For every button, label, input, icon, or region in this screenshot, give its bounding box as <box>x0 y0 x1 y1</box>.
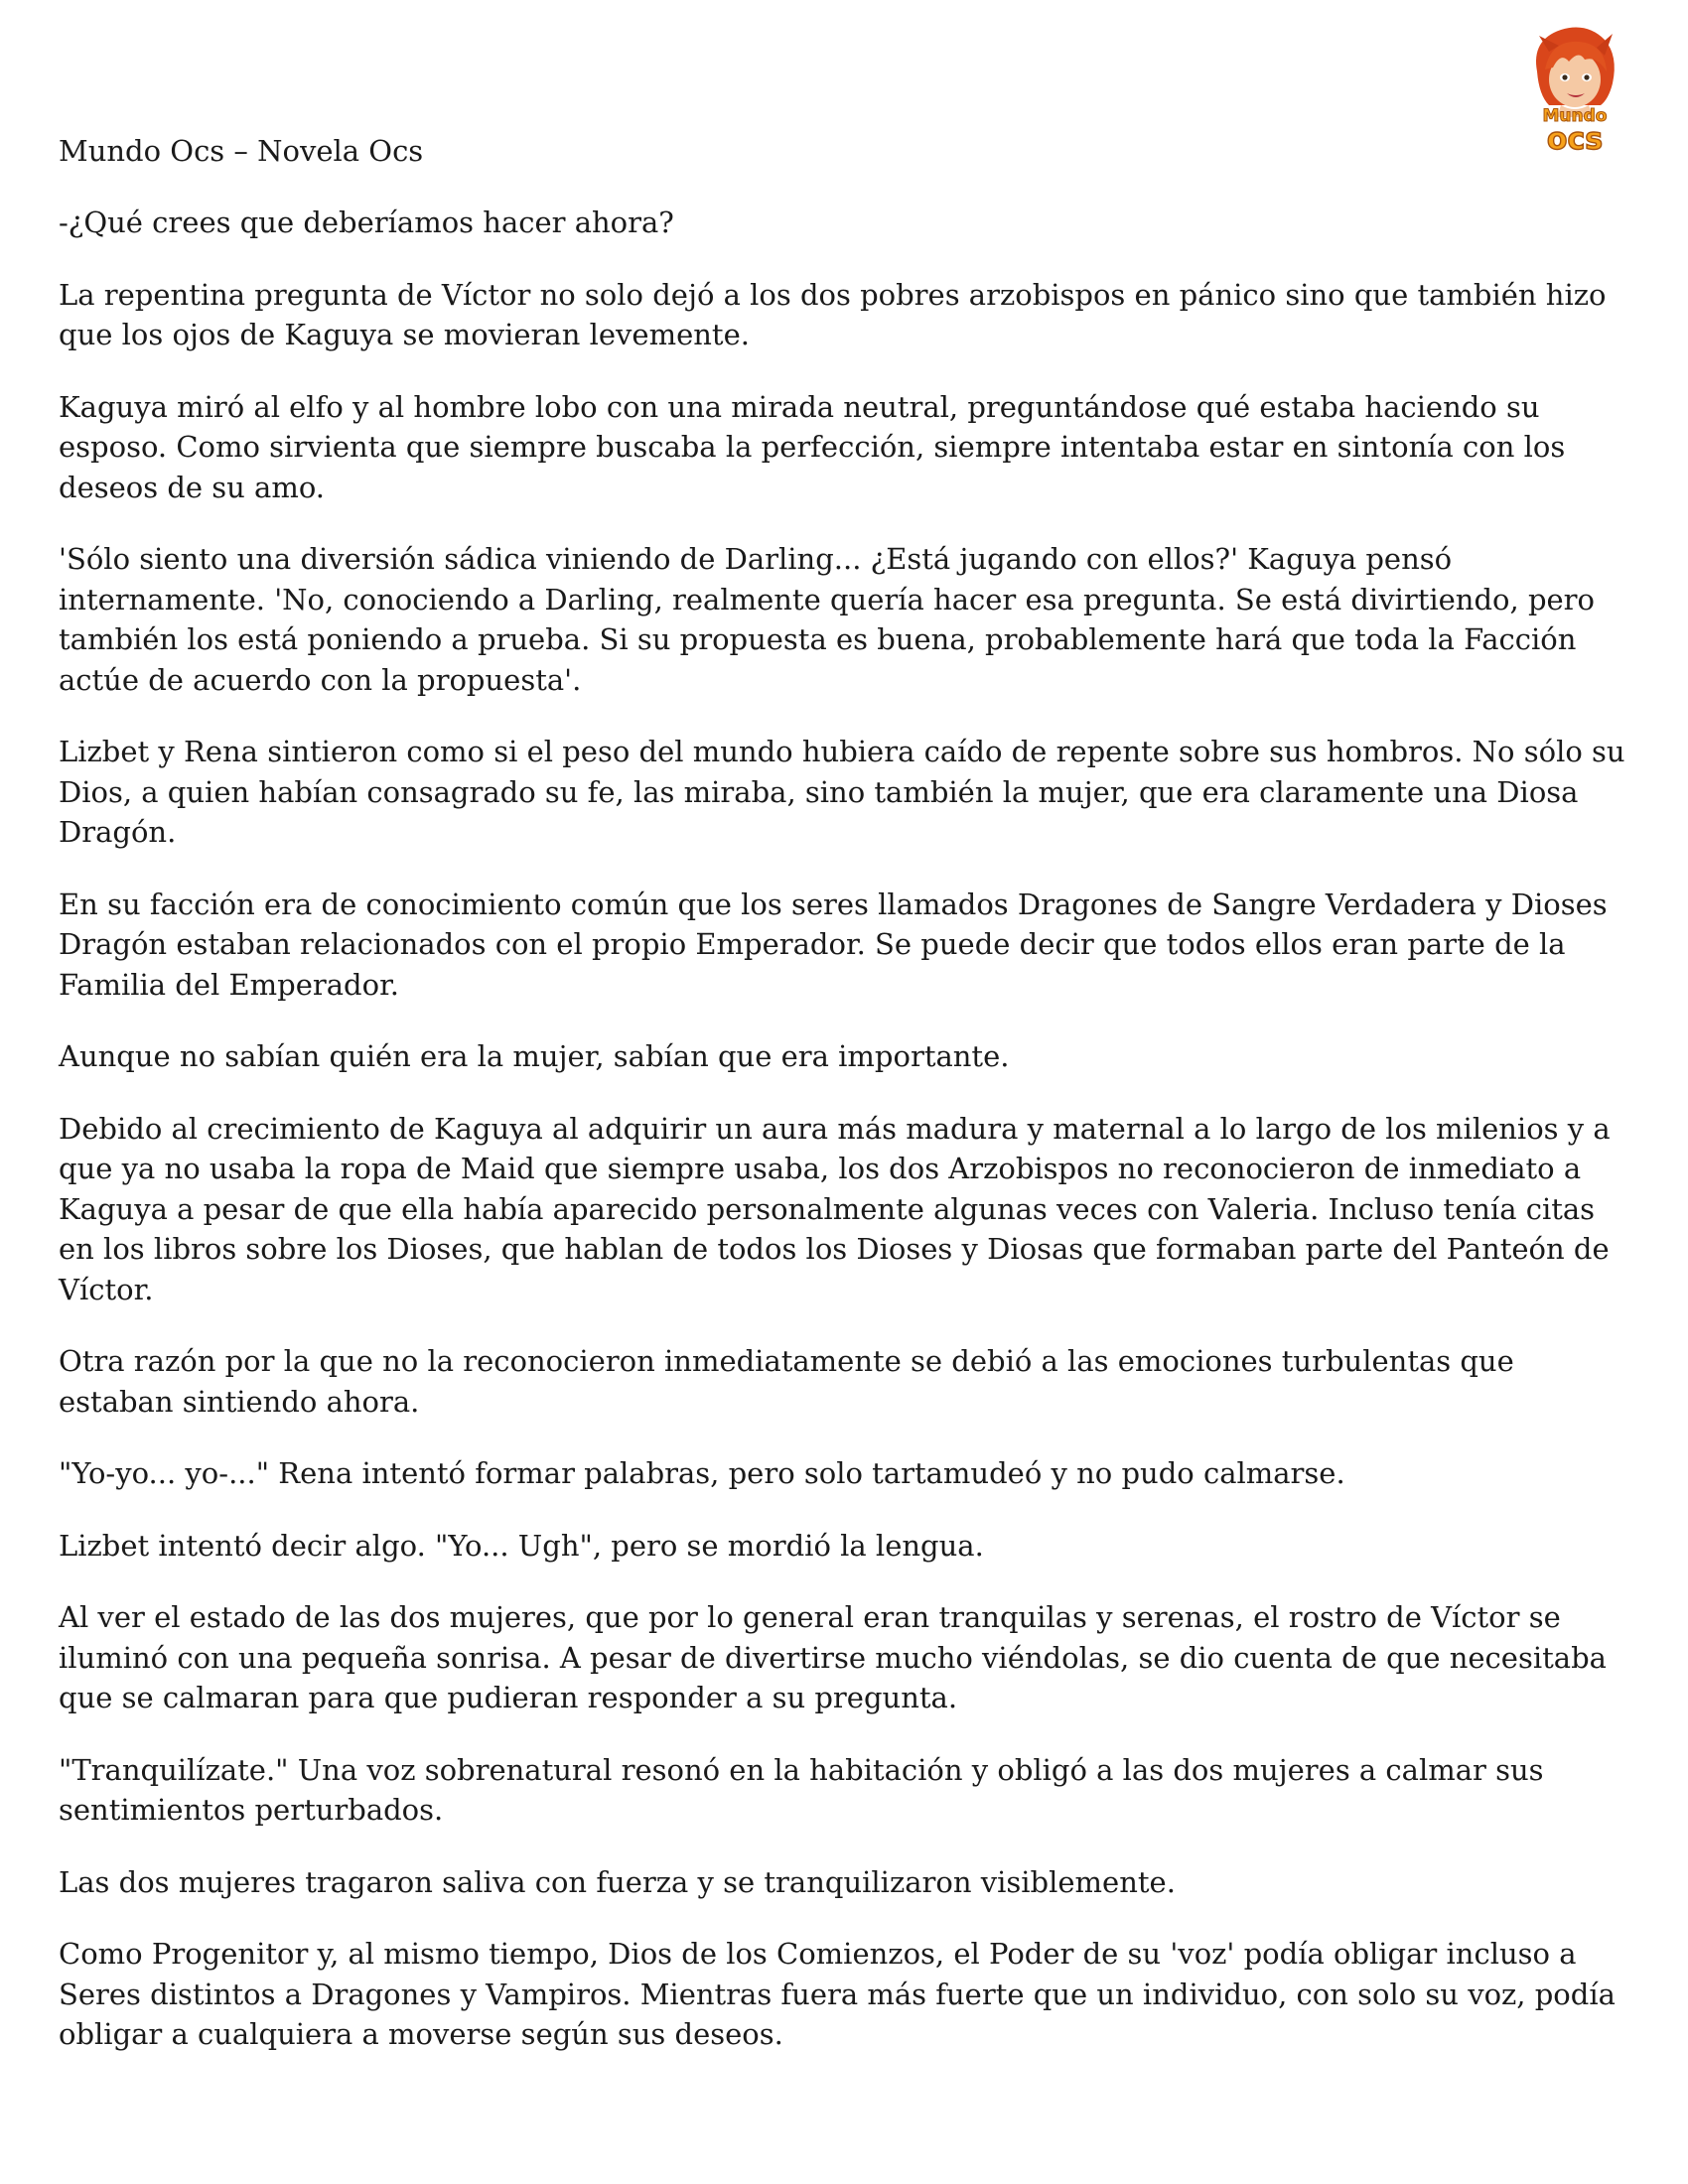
svg-text:ocs: ocs <box>1546 122 1604 153</box>
paragraph-15: Como Progenitor y, al mismo tiempo, Dios de los Comienzos, el Poder de su 'voz' podía obligar incluso a Seres distintos a Dragones y Vampiros. Mientras fuera más fuerte que un individuo, con solo su voz, podía obligar a cualquiera a moverse según sus deseos. <box>59 1937 1616 2051</box>
paragraph-11: Lizbet intentó decir algo. "Yo... Ugh", pero se mordió la lengua. <box>59 1528 984 1563</box>
paragraph-9: Otra razón por la que no la reconocieron inmediatamente se debió a las emociones turbulentas que estaban sintiendo ahora. <box>59 1344 1514 1419</box>
paragraph-2: La repentina pregunta de Víctor no solo dejó a los dos pobres arzobispos en pánico sino que también hizo que los ojos de Kaguya se movieran levemente. <box>59 277 1607 351</box>
paragraph-14: Las dos mujeres tragaron saliva con fuerza y se tranquilizaron visiblemente. <box>59 1864 1176 1899</box>
paragraph-1: -¿Qué crees que deberíamos hacer ahora? <box>59 205 674 239</box>
paragraph-12: Al ver el estado de las dos mujeres, que por lo general eran tranquilas y serenas, el rostro de Víctor se iluminó con una pequeña sonrisa. A pesar de divertirse mucho viéndolas, se dio cuenta de que necesitaba que se calmaran para que pudieran responder a su pregunta. <box>59 1600 1607 1714</box>
svg-text:Mundo: Mundo <box>1542 106 1608 126</box>
paragraph-7: Aunque no sabían quién era la mujer, sabían que era importante. <box>59 1039 1010 1073</box>
paragraph-3: Kaguya miró al elfo y al hombre lobo con una mirada neutral, preguntándose qué estaba haciendo su esposo. Como sirvienta que siempre buscaba la perfección, siempre intentaba estar en sintonía con los deseos de su amo. <box>59 389 1566 504</box>
document-header: Mundo Ocs – Novela Ocs <box>59 134 424 168</box>
paragraph-4: 'Sólo siento una diversión sádica viniendo de Darling... ¿Está jugando con ellos?' Kaguya pensó internamente. 'No, conociendo a Darling, realmente quería hacer esa pregunta. Se está divirtiendo, pero también los está poniendo a prueba. Si su propuesta es buena, probablemente hará que toda la Facción actúe de acuerdo con la propuesta'. <box>59 542 1595 697</box>
paragraph-10: "Yo-yo... yo-..." Rena intentó formar palabras, pero solo tartamudeó y no pudo calmarse. <box>59 1456 1345 1490</box>
paragraph-6: En su facción era de conocimiento común que los seres llamados Dragones de Sangre Verdadera y Dioses Dragón estaban relacionados con el propio Emperador. Se puede decir que todos ellos eran parte de la Familia del Emperador. <box>59 887 1608 1002</box>
paragraph-8: Debido al crecimiento de Kaguya al adquirir un aura más madura y maternal a lo largo de los milenios y a que ya no usaba la ropa de Maid que siempre usaba, los dos Arzobispos no reconocieron de inmediato a Kaguya a pesar de que ella había aparecido personalmente algunas veces con Valeria. Incluso tenía citas en los libros sobre los Dioses, que hablan de todos los Dioses y Diosas que formaban parte del Panteón de Víctor. <box>59 1111 1611 1306</box>
paragraph-13: "Tranquilízate." Una voz sobrenatural resonó en la habitación y obligó a las dos mujeres a calmar sus sentimientos perturbados. <box>59 1752 1544 1827</box>
paragraph-5: Lizbet y Rena sintieron como si el peso del mundo hubiera caído de repente sobre sus hombros. No sólo su Dios, a quien habían consagrado su fe, las miraba, sino también la mujer, que era claramente una Diosa Dragón. <box>59 735 1625 849</box>
document-body <box>59 131 1637 2087</box>
